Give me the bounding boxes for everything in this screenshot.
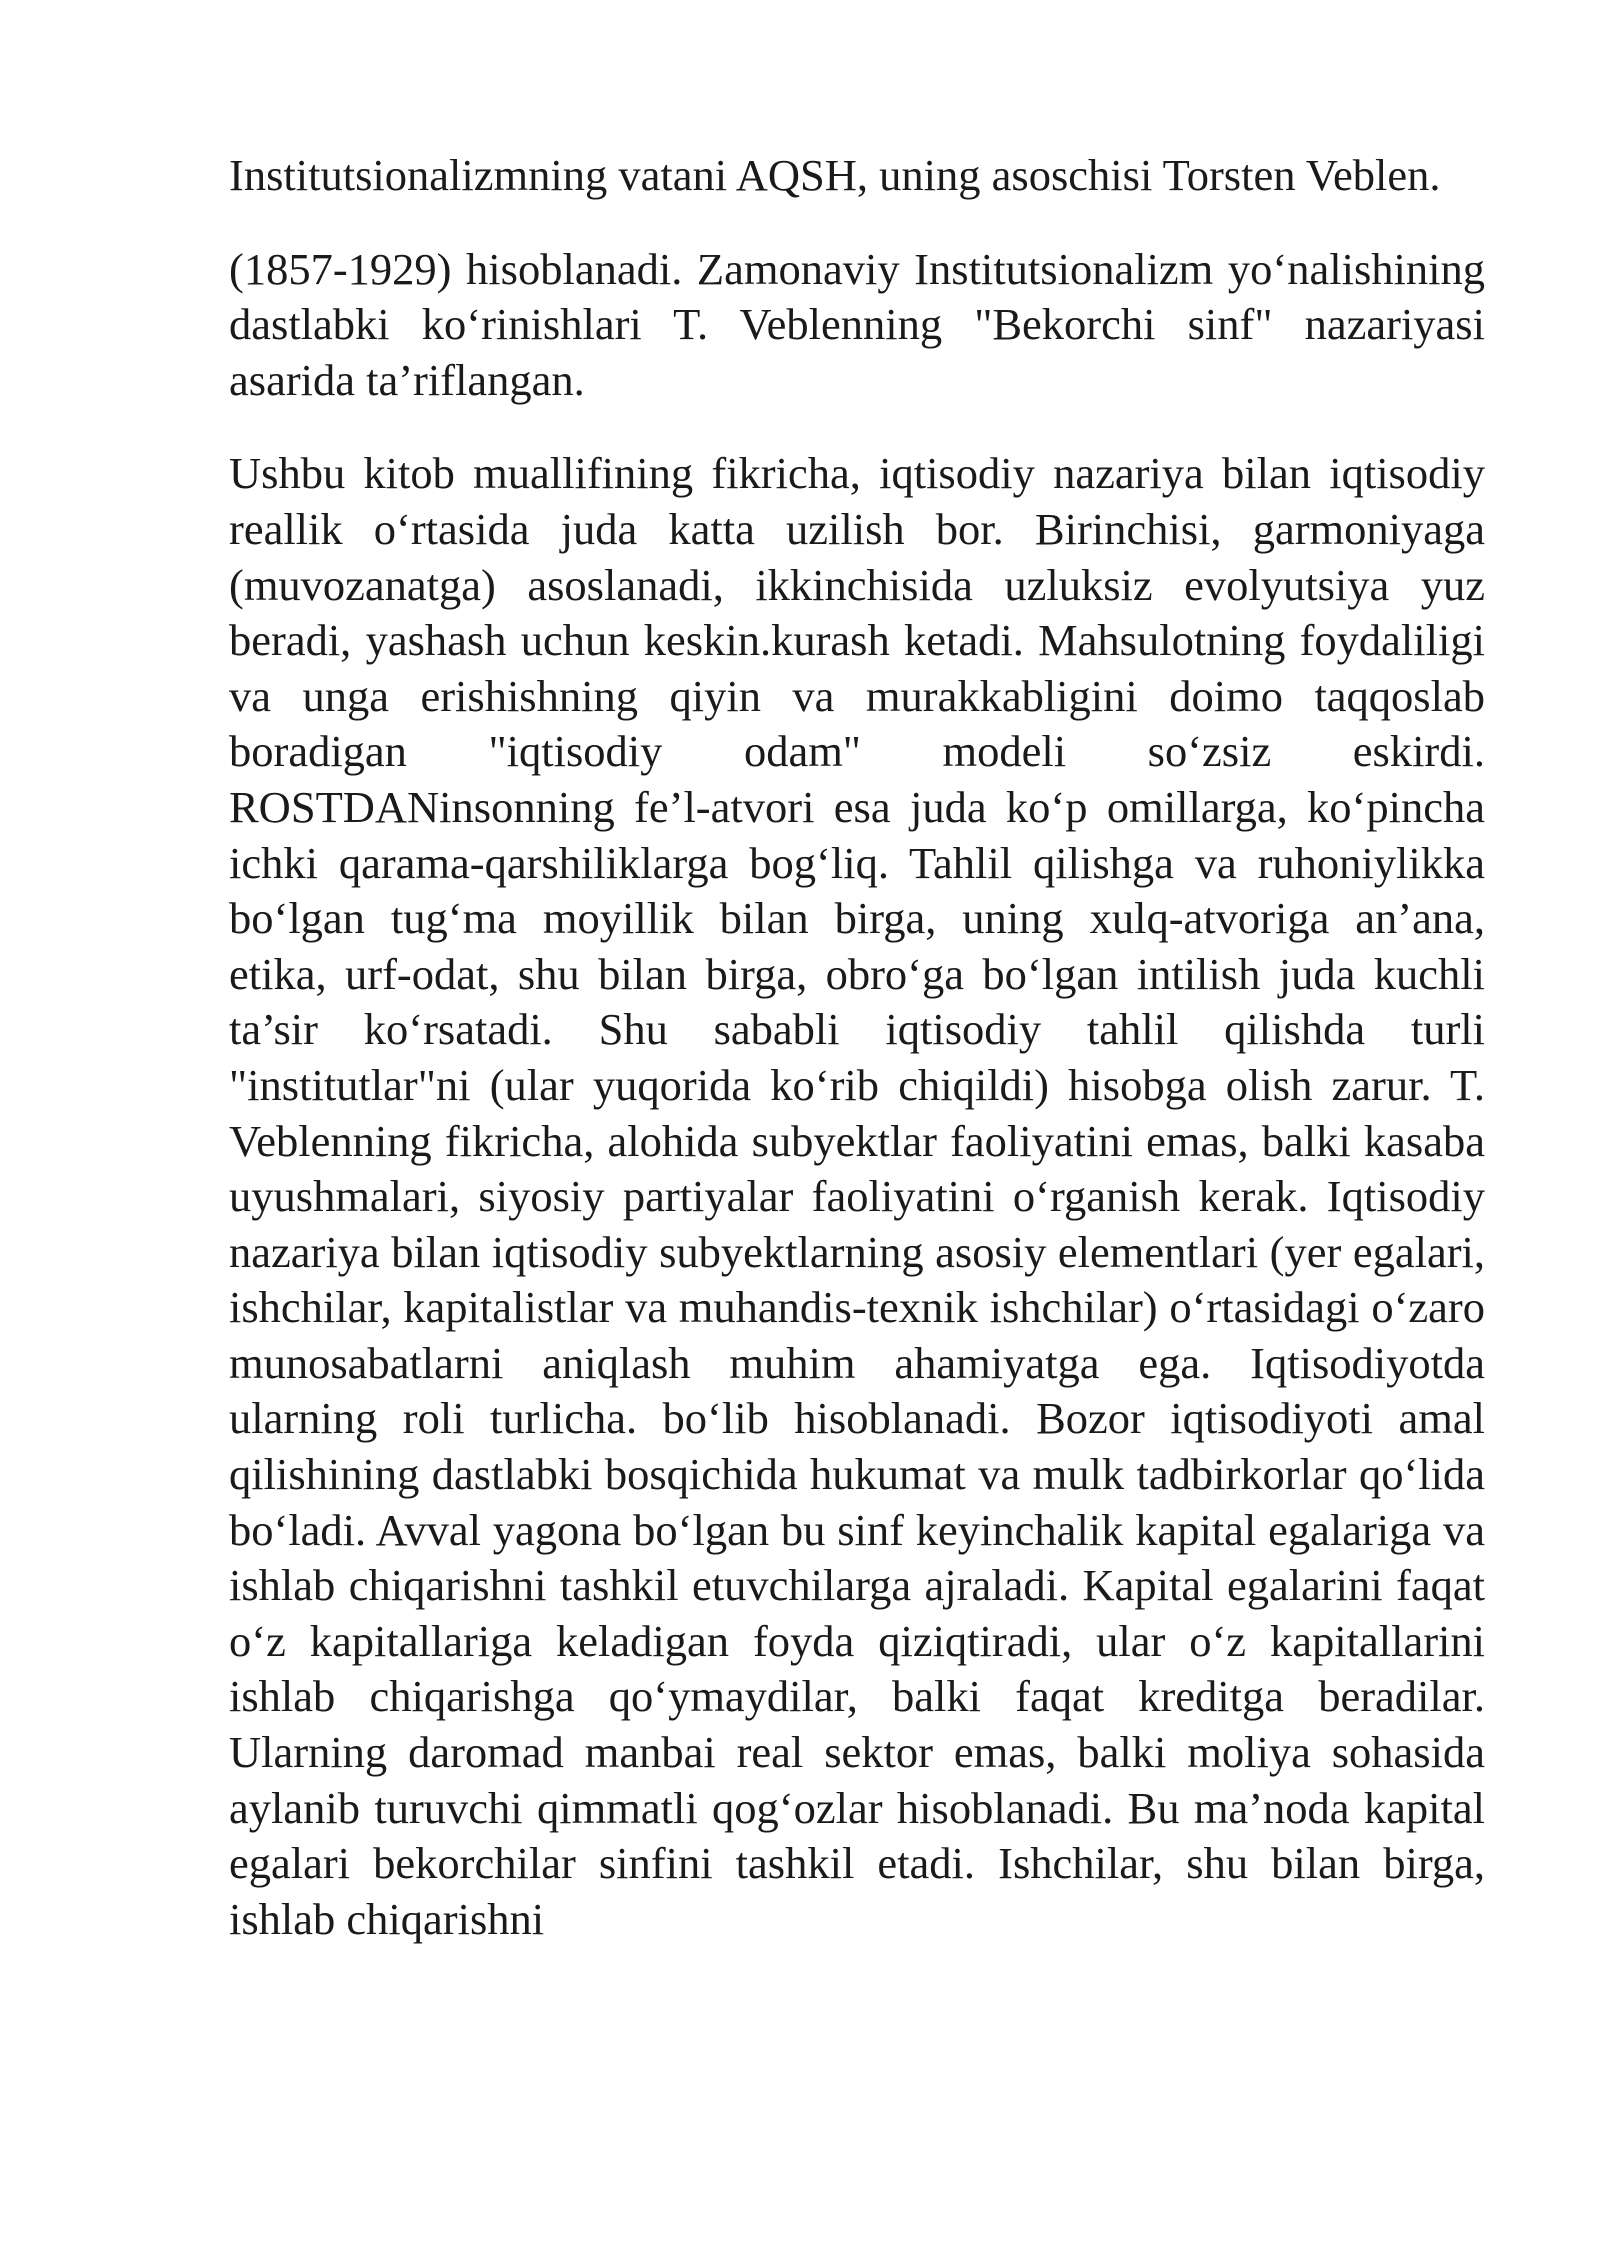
paragraph-main: Ushbu kitob muallifining fikricha, iqtisodiy nazariya bilan iqtisodiy reallik o‘rtasida juda katta uzilish bor. Birinchisi, garmoniyaga (muvozanatga) asoslanadi, ikkinchisida uzluksiz evolyutsiya yuz beradi, yashash uchun keskin.kurash ketadi. Mahsulotning foydaliligi va unga erishishning qiyin va murakkabligini doimo taqqoslab boradigan "iqtisodiy odam" modeli so‘zsiz eskirdi. ROSTDANinsonning fe’l-atvori esa juda ko‘p omillarga, ko‘pincha ichki qarama-qarshiliklarga bog‘liq. Tahlil qilishga va ruhoniylikka bo‘lgan tug‘ma moyillik bilan birga, uning xulq-atvoriga an’ana, etika, urf-odat, shu bilan birga, obro‘ga bo‘lgan intilish juda kuchli ta’sir ko‘rsatadi. Shu sababli iqtisodiy tahlil qilishda turli "institutlar"ni (ular yuqorida ko‘rib chiqildi) hisobga olish zarur. T. Veblenning fikricha, alohida subyektlar faoliyatini emas, balki kasaba uyushmalari, siyosiy partiyalar faoliyatini o‘rganish kerak. Iqtisodiy nazariya bilan iqtisodiy subyektlarning asosiy elementlari (yer egalari, ishchilar, kapitalistlar va muhandis-texnik ishchilar) o‘rtasidagi o‘zaro munosabatlarni aniqlash muhim ahamiyatga ega. Iqtisodiyotda ularning roli turlicha. bo‘lib hisoblanadi. Bozor iqtisodiyoti amal qilishining dastlabki bosqichida hukumat va mulk tadbirkorlar qo‘lida bo‘ladi. Avval yagona bo‘lgan bu sinf keyinchalik kapital egalariga va ishlab chiqarishni tashkil etuvchilarga ajraladi. Kapital egalarini faqat o‘z kapitallariga keladigan foyda qiziqtiradi, ular o‘z kapitallarini ishlab chiqarishga qo‘ymaydilar, balki faqat kreditga beradilar. Ularning daromad manbai real sektor emas, balki moliya sohasida aylanib turuvchi qimmatli qog‘ozlar hisoblanadi. Bu ma’noda kapital egalari bekorchilar sinfini tashkil etadi. Ishchilar, shu bilan birga, ishlab chiqarishni — [229, 448, 1485, 1944]
paragraph-veblen-dates: (1857-1929) hisoblanadi. Zamonaviy Institutsionalizm yo‘nalishining dastlabki ko‘rinishlari T. Veblenning "Bekorchi sinf" nazariyasi asarida ta’riflangan. — [229, 243, 1485, 405]
body-text — [229, 148, 1485, 1985]
paragraph-intro: Institutsionalizmning vatani AQSH, uning asoschisi Torsten Veblen. — [229, 150, 1441, 200]
